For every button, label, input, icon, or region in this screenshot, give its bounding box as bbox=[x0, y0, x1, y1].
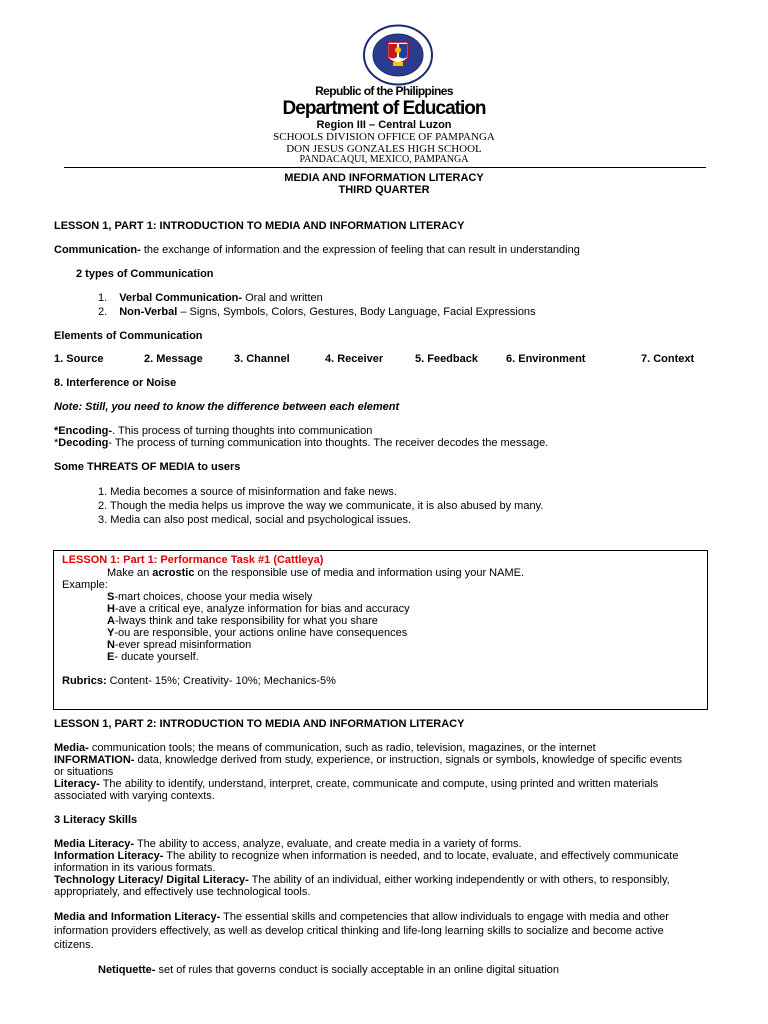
task-instruction bbox=[107, 567, 708, 579]
media-term: Media- bbox=[54, 742, 89, 754]
element-source: 1. Source bbox=[54, 353, 104, 365]
information-def: data, knowledge derived from study, experience, or instruction, signals or symbols, knowledge of specific events bbox=[134, 754, 683, 766]
media-literacy-definition bbox=[54, 838, 708, 850]
acrostic-letter: H bbox=[107, 603, 115, 615]
deped-seal-icon bbox=[362, 24, 434, 86]
type-def: – Signs, Symbols, Colors, Gestures, Body Language, Facial Expressions bbox=[177, 306, 536, 318]
instruction-bold: acrostic bbox=[152, 567, 195, 579]
rubrics-line bbox=[62, 675, 708, 687]
rubrics-text: Content- 15%; Creativity- 10%; Mechanics-5% bbox=[106, 675, 336, 687]
acrostic-letter: N bbox=[107, 639, 115, 651]
mil-def-cont-1: information providers effectively, as well as develop critical thinking and life-long learning skills to socialize and become active bbox=[54, 925, 664, 937]
threat-item-2: 2. Though the media helps us improve the way we communicate, it is also abused by many. bbox=[98, 500, 544, 512]
element-receiver: 4. Receiver bbox=[325, 353, 384, 365]
acrostic-rest: -ever spread misinformation bbox=[114, 639, 252, 651]
element-message: 2. Message bbox=[144, 353, 203, 365]
department-heading: Department of Education bbox=[282, 98, 486, 119]
communication-definition bbox=[54, 244, 708, 256]
info-literacy-term: Information Literacy- bbox=[54, 850, 164, 862]
communication-term: Communication- bbox=[54, 244, 141, 256]
literacy-definition bbox=[54, 778, 708, 790]
element-context: 7. Context bbox=[641, 353, 695, 365]
media-def: communication tools; the means of communication, such as radio, television, magazines, or the internet bbox=[88, 742, 596, 754]
info-literacy-def-cont: information in its various formats. bbox=[54, 862, 216, 874]
deped-seal bbox=[362, 24, 434, 86]
elements-heading: Elements of Communication bbox=[54, 330, 203, 342]
mil-def-cont-2: citizens. bbox=[54, 939, 94, 951]
mil-term: Media and Information Literacy- bbox=[54, 911, 221, 923]
element-environment: 6. Environment bbox=[506, 353, 586, 365]
task-title: LESSON 1: Part 1: Performance Task #1 (Cattleya) bbox=[62, 554, 324, 566]
acrostic-letter: A bbox=[107, 615, 115, 627]
threats-heading: Some THREATS OF MEDIA to users bbox=[54, 461, 241, 473]
type-term: Verbal Communication- bbox=[119, 292, 243, 304]
instruction-post: on the responsible use of media and information using your NAME. bbox=[194, 567, 525, 579]
media-literacy-term: Media Literacy- bbox=[54, 838, 135, 850]
types-heading: 2 types of Communication bbox=[76, 268, 214, 280]
decoding-def: - The process of turning communication into thoughts. The receiver decodes the message. bbox=[108, 437, 549, 449]
acrostic-rest: -lways think and take responsibility for what you share bbox=[114, 615, 378, 627]
mil-definition bbox=[54, 911, 708, 923]
communication-def: the exchange of information and the expression of feeling that can result in understanding bbox=[140, 244, 580, 256]
division-heading: SCHOOLS DIVISION OFFICE OF PAMPANGA bbox=[273, 131, 495, 143]
tech-literacy-def-cont: appropriately, and effectively use technological tools. bbox=[54, 886, 311, 898]
type-item-1 bbox=[98, 292, 708, 304]
media-definition bbox=[54, 742, 708, 754]
acrostic-line bbox=[107, 639, 708, 651]
element-interference: 8. Interference or Noise bbox=[54, 377, 177, 389]
example-label: Example: bbox=[62, 579, 108, 591]
netiquette-def: set of rules that governs conduct is socially acceptable in an online digital situation bbox=[155, 964, 560, 976]
information-def-cont: or situations bbox=[54, 766, 114, 778]
info-literacy-definition bbox=[54, 850, 708, 862]
address-heading: PANDACAQUI, MEXICO, PAMPANGA bbox=[299, 154, 469, 165]
netiquette-definition bbox=[98, 964, 708, 976]
type-item-2 bbox=[98, 306, 708, 318]
acrostic-line bbox=[107, 651, 708, 663]
type-term: Non-Verbal bbox=[119, 306, 178, 318]
quarter-heading: THIRD QUARTER bbox=[338, 184, 430, 196]
acrostic-rest: -mart choices, choose your media wisely bbox=[114, 591, 313, 603]
elements-note: Note: Still, you need to know the difference between each element bbox=[54, 401, 400, 413]
tech-literacy-definition bbox=[54, 874, 708, 886]
element-channel: 3. Channel bbox=[234, 353, 290, 365]
acrostic-rest: - ducate yourself. bbox=[114, 651, 199, 663]
acrostic-rest: -ave a critical eye, analyze information for bias and accuracy bbox=[114, 603, 410, 615]
school-heading: DON JESUS GONZALES HIGH SCHOOL bbox=[286, 143, 482, 155]
tech-literacy-term: Technology Literacy/ Digital Literacy- bbox=[54, 874, 249, 886]
lesson1-part1-title: LESSON 1, PART 1: INTRODUCTION TO MEDIA AND INFORMATION LITERACY bbox=[54, 220, 465, 232]
acrostic-letter: E bbox=[107, 651, 115, 663]
element-feedback: 5. Feedback bbox=[415, 353, 478, 365]
acrostic-line bbox=[107, 615, 708, 627]
tech-literacy-def: The ability of an individual, either working independently or with others, to responsibly, bbox=[248, 874, 670, 886]
type-num: 1. bbox=[98, 292, 108, 304]
header-divider bbox=[64, 167, 706, 168]
encoding-def: . This process of turning thoughts into communication bbox=[112, 425, 373, 437]
acrostic-letter: Y bbox=[107, 627, 115, 639]
literacy-term: Literacy- bbox=[54, 778, 100, 790]
info-literacy-def: The ability to recognize when information is needed, and to locate, evaluate, and effectively communicate bbox=[163, 850, 679, 862]
threat-item-1: 1. Media becomes a source of misinformation and fake news. bbox=[98, 486, 397, 498]
mil-def: The essential skills and competencies that allow individuals to engage with media and other bbox=[220, 911, 669, 923]
decoding-star: * bbox=[54, 437, 59, 449]
skills-heading: 3 Literacy Skills bbox=[54, 814, 138, 826]
media-literacy-def: The ability to access, analyze, evaluate, and create media in a variety of forms. bbox=[134, 838, 522, 850]
lesson1-part2-title: LESSON 1, PART 2: INTRODUCTION TO MEDIA AND INFORMATION LITERACY bbox=[54, 718, 465, 730]
acrostic-rest: -ou are responsible, your actions online have consequences bbox=[114, 627, 408, 639]
acrostic-line bbox=[107, 603, 708, 615]
decoding-term: Decoding bbox=[58, 437, 109, 449]
acrostic-line bbox=[107, 591, 708, 603]
literacy-def-cont: associated with varying contexts. bbox=[54, 790, 215, 802]
decoding-definition bbox=[54, 437, 708, 449]
acrostic-line bbox=[107, 627, 708, 639]
information-definition bbox=[54, 754, 708, 766]
threat-item-3: 3. Media can also post medical, social and psychological issues. bbox=[98, 514, 412, 526]
region-heading: Region III – Central Luzon bbox=[316, 119, 452, 131]
literacy-def: The ability to identify, understand, interpret, create, communicate and compute, using printed and written materials bbox=[99, 778, 659, 790]
type-def: Oral and written bbox=[242, 292, 323, 304]
subject-heading: MEDIA AND INFORMATION LITERACY bbox=[284, 172, 484, 184]
encoding-definition bbox=[54, 425, 708, 437]
acrostic-letter: S bbox=[107, 591, 115, 603]
type-num: 2. bbox=[98, 306, 108, 318]
rubrics-label: Rubrics: bbox=[62, 675, 107, 687]
netiquette-term: Netiquette- bbox=[98, 964, 156, 976]
encoding-term: *Encoding- bbox=[54, 425, 113, 437]
republic-heading: Republic of the Philippines bbox=[315, 84, 453, 98]
instruction-pre: Make an bbox=[107, 567, 153, 579]
information-term: INFORMATION- bbox=[54, 754, 135, 766]
